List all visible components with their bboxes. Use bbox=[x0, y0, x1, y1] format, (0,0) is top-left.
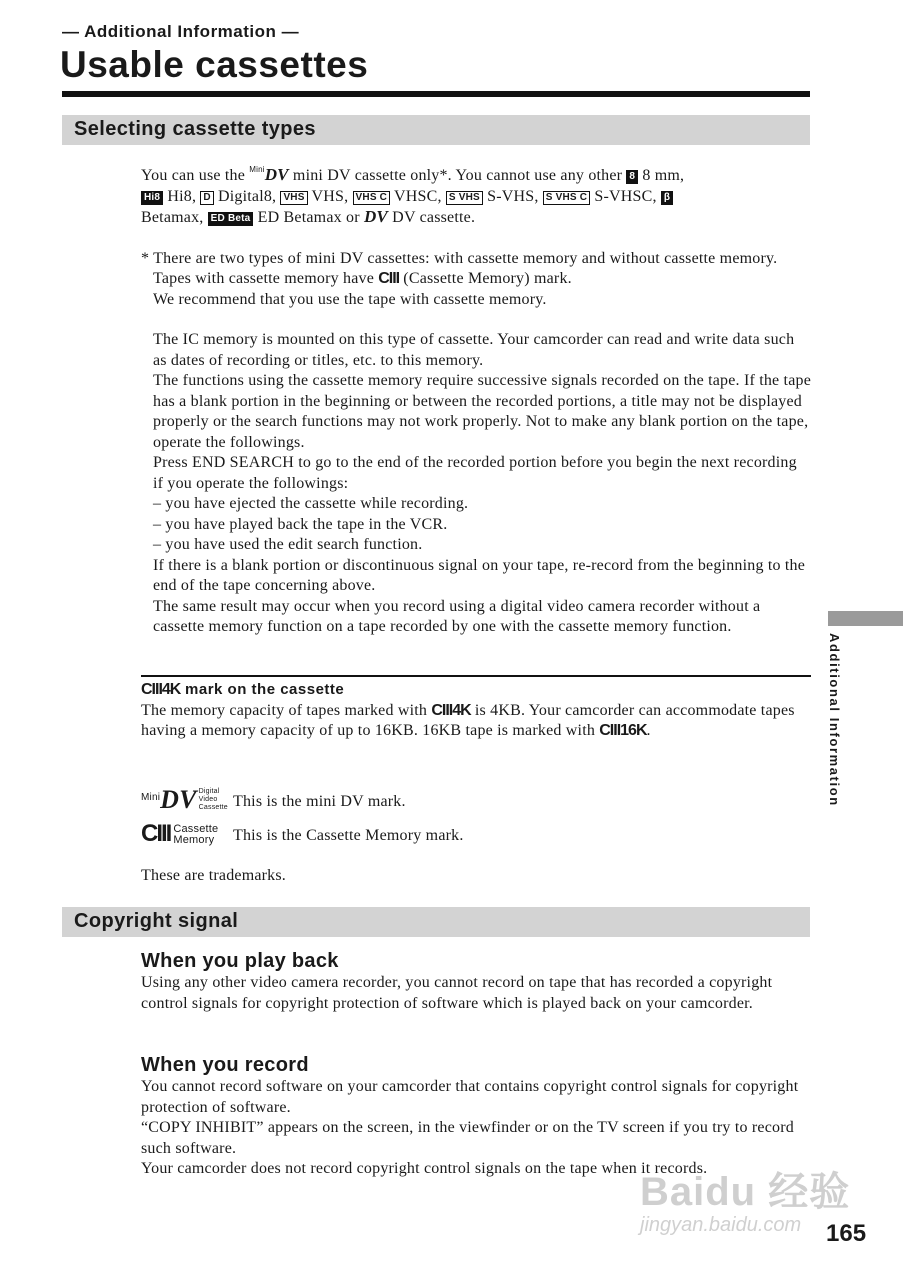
footnote-paragraph: The functions using the cassette memory require successive signals recorded on the tape. If the tape has a blank portion in the beginning or between the recorded portions, a title may not be displayed properly or the search functions may not work properly. Not to make any blank portion on the tape, operate the followings. bbox=[153, 372, 811, 451]
vhsc-mark-icon: VHS C bbox=[353, 191, 391, 205]
section-selecting-cassette-types bbox=[62, 115, 810, 145]
when-you-record-heading: When you record bbox=[141, 1054, 309, 1076]
digital8-mark-icon: D bbox=[200, 191, 213, 205]
svhs-mark-icon: S VHS bbox=[446, 191, 483, 205]
hi8-mark-icon: Hi8 bbox=[141, 191, 163, 205]
footnote-list-item: – you have used the edit search function. bbox=[153, 536, 423, 553]
cassette-memory-icon: CIII bbox=[378, 270, 400, 287]
svhsc-mark-icon: S VHS C bbox=[543, 191, 590, 205]
cassette-memory-logo-icon: CIII Cassette Memory bbox=[141, 820, 219, 847]
cassette-memory-4k-icon: CIII4K bbox=[431, 701, 471, 719]
mini-dv-logo-icon: Mini DV Digital Video Cassette bbox=[141, 785, 228, 814]
footnote-paragraph: The IC memory is mounted on this type of cassette. Your camcorder can read and write data such as dates of recording or titles, etc. to this memory. bbox=[153, 331, 795, 369]
ed-betamax-mark-icon: ED Beta bbox=[208, 212, 254, 226]
title-rule bbox=[62, 91, 810, 97]
page-number: 165 bbox=[826, 1220, 867, 1247]
logo-explanations bbox=[141, 784, 811, 846]
cm-mark-text: The memory capacity of tapes marked with CIII4K is 4KB. Your camcorder can accommodate tapes having a memory capacity of up to 16KB. 16KB tape is marked with CIII16K. bbox=[141, 701, 795, 739]
section-kicker: — Additional Information — bbox=[62, 22, 300, 41]
vhs-mark-icon: VHS bbox=[280, 191, 307, 205]
section-heading: Copyright signal bbox=[74, 910, 239, 932]
footnote-paragraph: The same result may occur when you record using a digital video camera recorder without a cassette memory function on a tape recorded by one with the cassette memory function. bbox=[153, 597, 761, 635]
mini-dv-caption: This is the mini DV mark. bbox=[233, 792, 406, 810]
betamax-mark-icon: β bbox=[661, 191, 673, 205]
side-tab-label: Additional Information bbox=[827, 633, 842, 807]
baidu-watermark-url: jingyan.baidu.com bbox=[640, 1214, 802, 1236]
mini-dv-superscript: Mini bbox=[249, 165, 265, 174]
play-back-text: Using any other video camera recorder, you cannot record on tape that has recorded a copyright control signals for copyright protection of software which is played back on your camcorder. bbox=[141, 974, 773, 1012]
record-text: You cannot record software on your camcorder that contains copyright control signals for copyright protection of software. “COPY INHIBIT” appears on the screen, in the viewfinder or on the TV screen if you try to record such software. Your camcorder does not record copyright control signals on the tape when it records. bbox=[141, 1078, 799, 1177]
selecting-body bbox=[141, 160, 811, 638]
footnote-recommend: We recommend that you use the tape with cassette memory. bbox=[153, 290, 547, 308]
footnote-paragraph: Press END SEARCH to go to the end of the recorded portion before you begin the next recording if you operate the followings: bbox=[153, 454, 797, 492]
cassette-memory-16k-icon: CIII16K bbox=[599, 722, 647, 739]
section-heading: Selecting cassette types bbox=[74, 118, 316, 140]
cassette-memory-4k-icon: CIII4K bbox=[141, 681, 181, 698]
dv-logo-icon: DV bbox=[264, 165, 289, 184]
page-title: Usable cassettes bbox=[60, 44, 369, 85]
footnote-lead: * There are two types of mini DV cassettes: with cassette memory and without cassette memory. Tapes with cassette memory have CIII (Cassette Memory) mark. bbox=[141, 249, 778, 287]
cassette-memory-caption: This is the Cassette Memory mark. bbox=[233, 826, 464, 844]
8mm-mark-icon: 8 bbox=[626, 170, 638, 184]
footnote-list-item: – you have played back the tape in the VCR. bbox=[153, 515, 448, 533]
trademarks-note: These are trademarks. bbox=[141, 867, 287, 884]
side-tab-marker bbox=[828, 611, 903, 626]
cm-mark-heading: CIII4K mark on the cassette bbox=[141, 681, 345, 698]
cm-mark-block bbox=[141, 680, 811, 742]
footnote-list-item: – you have ejected the cassette while recording. bbox=[153, 495, 469, 512]
cassette-memory-mark-row bbox=[141, 818, 811, 846]
intro-paragraph: You can use the $^{Mini}$DV mini DV cassette only*. You cannot use any other 8 8 mm, Hi8 Hi8, D Digital8, VHS VHS, VHS C VHSC, S VHS S-VHS, S VHS C S-VHSC, β Betamax, ED Beta ED Betamax or DV DV cassette. bbox=[141, 165, 685, 226]
when-you-play-back-heading: When you play back bbox=[141, 950, 339, 972]
baidu-watermark: Baidu 经验 bbox=[640, 1170, 851, 1214]
footnote-paragraph: If there is a blank portion or discontinuous signal on your tape, re-record from the beginning to the end of the tape concerning above. bbox=[153, 556, 806, 594]
footnote bbox=[141, 249, 811, 638]
dv-logo-icon: DV bbox=[363, 207, 388, 226]
divider-rule bbox=[141, 675, 811, 677]
section-copyright-signal bbox=[62, 907, 810, 937]
mini-dv-mark-row bbox=[141, 784, 811, 812]
